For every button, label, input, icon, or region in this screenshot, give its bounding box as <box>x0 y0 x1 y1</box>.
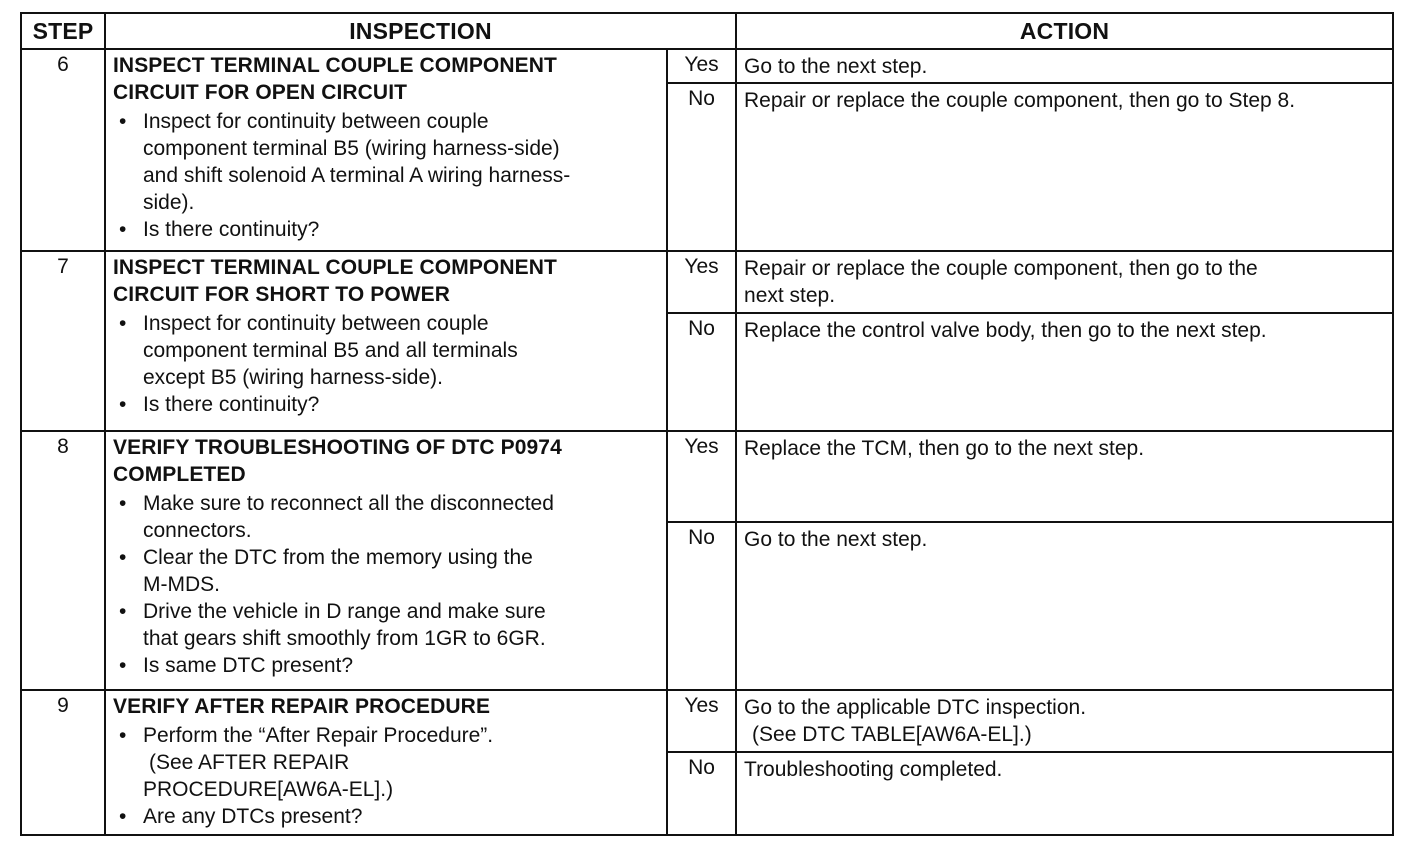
yes-label: Yes <box>667 49 736 83</box>
no-action <box>736 313 1393 431</box>
inspection-cell <box>105 49 667 251</box>
action-line: Go to the next step. <box>744 55 928 78</box>
inspection-bullet <box>143 490 660 544</box>
action-line: (See DTC TABLE[AW6A-EL].) <box>752 722 1032 746</box>
bullet-line: except B5 (wiring harness-side). <box>143 365 443 389</box>
yes-label: Yes <box>667 431 736 522</box>
inspection-bullets <box>113 310 660 418</box>
inspection-title-line: VERIFY AFTER REPAIR PROCEDURE <box>113 694 491 718</box>
inspection-cell <box>105 431 667 689</box>
inspection-bullets <box>113 490 660 679</box>
step-number: 7 <box>21 251 105 432</box>
bullet-line: PROCEDURE[AW6A-EL].) <box>143 777 394 801</box>
bullet-line: • Is same DTC present? <box>143 654 354 678</box>
inspection-cell <box>105 251 667 432</box>
inspection-title-line: CIRCUIT FOR OPEN CIRCUIT <box>113 81 408 104</box>
bullet-line: (See AFTER REPAIR <box>149 750 350 774</box>
action-line: Repair or replace the couple component, then go to the <box>744 256 1258 280</box>
bullet-line: • Are any DTCs present? <box>143 804 363 828</box>
no-label: No <box>667 522 736 689</box>
inspection-title <box>113 254 660 308</box>
action-line: next step. <box>744 283 836 307</box>
action-line: Replace the control valve body, then go to the next step. <box>744 319 1267 343</box>
inspection-bullet <box>143 544 660 598</box>
yes-action <box>736 251 1393 314</box>
bullet-line: side). <box>143 191 195 214</box>
bullet-line: • Perform the “After Repair Procedure”. <box>143 723 494 747</box>
no-action <box>736 522 1393 689</box>
bullet-line: that gears shift smoothly from 1GR to 6GR. <box>143 627 546 651</box>
yes-action <box>736 690 1393 753</box>
bullet-line: • Drive the vehicle in D range and make sure <box>143 600 546 624</box>
inspection-bullet <box>143 722 660 803</box>
bullet-line: component terminal B5 (wiring harness-side) <box>143 137 560 160</box>
no-action <box>736 752 1393 835</box>
step-row <box>21 690 1393 753</box>
inspection-title-line: INSPECT TERMINAL COUPLE COMPONENT <box>113 54 557 77</box>
action-line: Go to the applicable DTC inspection. <box>744 695 1087 719</box>
step-row <box>21 431 1393 522</box>
yes-label: Yes <box>667 690 736 753</box>
inspection-title <box>113 693 660 720</box>
action-line: Troubleshooting completed. <box>744 758 1003 782</box>
bullet-line: component terminal B5 and all terminals <box>143 338 518 362</box>
inspection-bullet <box>143 598 660 652</box>
step-number: 8 <box>21 431 105 689</box>
step-row <box>21 251 1393 314</box>
bullet-line: • Inspect for continuity between couple <box>143 311 489 335</box>
inspection-bullet <box>143 652 660 679</box>
action-line: Repair or replace the couple component, then go to Step 8. <box>744 89 1296 113</box>
bullet-line: • Clear the DTC from the memory using the <box>143 546 533 570</box>
step-number: 6 <box>21 49 105 251</box>
bullet-line: connectors. <box>143 519 252 543</box>
inspection-bullet <box>143 310 660 391</box>
inspection-title-line: COMPLETED <box>113 463 246 487</box>
inspection-title <box>113 434 660 488</box>
inspection-column-header: INSPECTION <box>105 13 736 49</box>
header-row <box>21 13 1393 49</box>
bullet-line: • Make sure to reconnect all the disconnected <box>143 492 554 516</box>
step-column-header: STEP <box>21 13 105 49</box>
action-line: Go to the next step. <box>744 528 928 552</box>
inspection-bullet <box>143 803 660 830</box>
inspection-bullet <box>143 391 660 418</box>
inspection-bullets <box>113 108 660 243</box>
inspection-title-line: INSPECT TERMINAL COUPLE COMPONENT <box>113 255 557 279</box>
no-label: No <box>667 752 736 835</box>
step-row <box>21 49 1393 83</box>
inspection-bullet <box>143 216 660 243</box>
inspection-cell <box>105 690 667 835</box>
yes-action <box>736 431 1393 522</box>
inspection-title-line: CIRCUIT FOR SHORT TO POWER <box>113 282 451 306</box>
no-action <box>736 83 1393 250</box>
inspection-title <box>113 52 660 106</box>
bullet-line: • Is there continuity? <box>143 218 320 241</box>
bullet-line: • Is there continuity? <box>143 392 320 416</box>
no-label: No <box>667 83 736 250</box>
no-label: No <box>667 313 736 431</box>
yes-action <box>736 49 1393 83</box>
action-line: Replace the TCM, then go to the next step. <box>744 437 1145 461</box>
procedure-steps <box>21 49 1393 835</box>
inspection-bullet <box>143 108 660 216</box>
bullet-line: • Inspect for continuity between couple <box>143 110 489 133</box>
bullet-line: M-MDS. <box>143 573 220 597</box>
action-column-header: ACTION <box>736 13 1393 49</box>
procedure-table <box>20 12 1394 836</box>
yes-label: Yes <box>667 251 736 314</box>
step-number: 9 <box>21 690 105 835</box>
inspection-title-line: VERIFY TROUBLESHOOTING OF DTC P0974 <box>113 436 562 460</box>
bullet-line: and shift solenoid A terminal A wiring harness- <box>143 164 571 187</box>
inspection-bullets <box>113 722 660 830</box>
